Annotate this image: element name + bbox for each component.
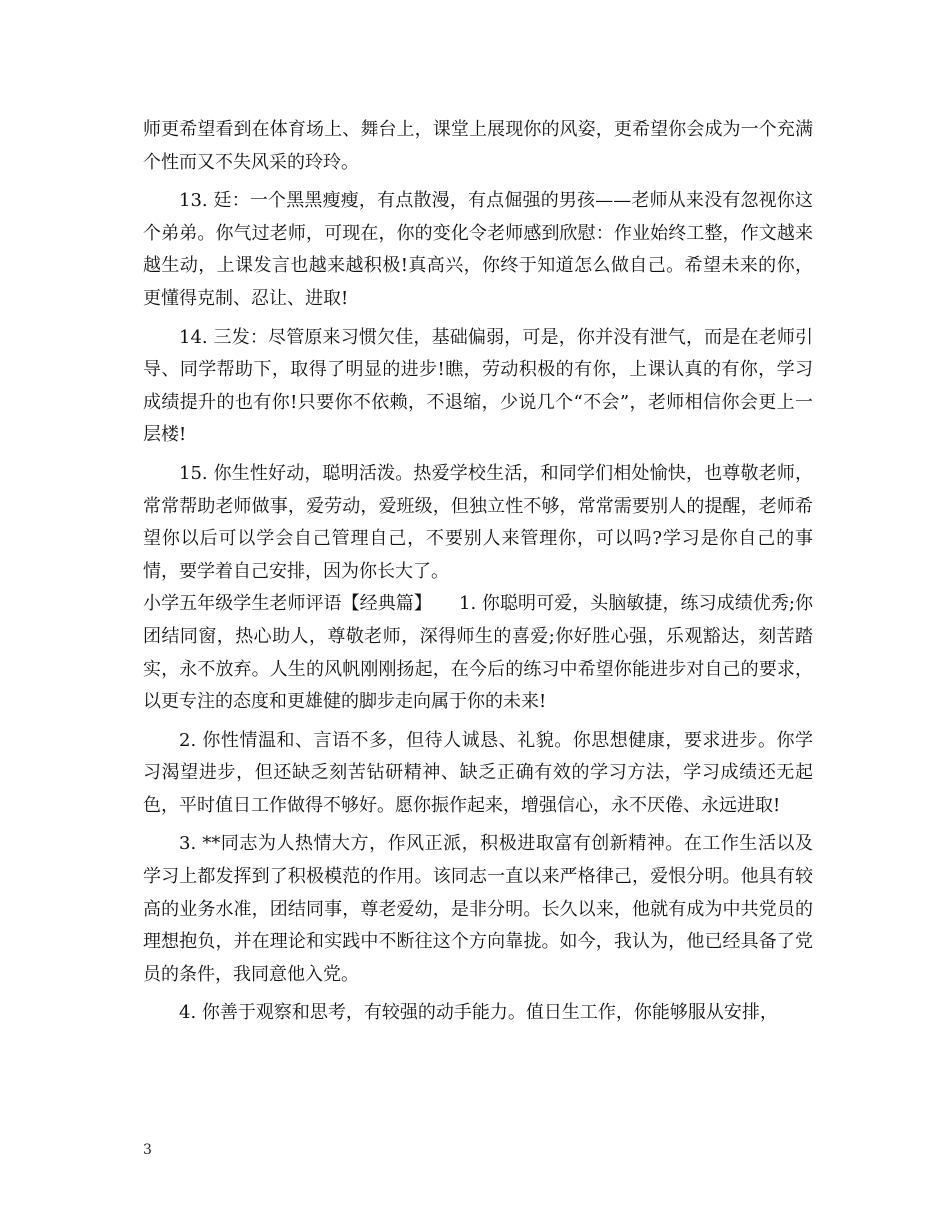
document-body [143, 114, 813, 1030]
paragraph-continued-comment: 师更希望看到在体育场上、舞台上，课堂上展现你的风姿，更希望你会成为一个充满个性而又不失风采的玲玲。 [143, 119, 813, 173]
paragraph-comment-13: 13. 廷：一个黑黑瘦瘦，有点散漫，有点倔强的男孩——老师从来没有忽视你这个弟弟。你气过老师，可现在，你的变化令老师感到欣慰：作业始终工整，作文越来越生动，上课发言也越来越积极!真高兴，你终于知道怎么做自己。希望未来的你，更懂得克制、忍让、进取! [143, 190, 813, 309]
page-number: 3 [143, 1142, 152, 1158]
section-heading-paragraph: 小学五年级学生老师评语【经典篇】 1. 你聪明可爱，头脑敏捷，练习成绩优秀;你团结同窗，热心助人，尊敬老师，深得师生的喜爱;你好胜心强，乐观豁达，刻苦踏实，永不放弃。人生的风帆刚刚扬起，在今后的练习中希望你能进步对自己的要求，以更专注的态度和更雄健的脚步走向属于你的未来! [143, 593, 813, 713]
paragraph-comment-2: 2. 你性情温和、言语不多，但待人诚恳、礼貌。你思想健康，要求进步。你学习渴望进步，但还缺乏刻苦钻研精神、缺乏正确有效的学习方法，学习成绩还无起色，平时值日工作做得不够好。愿你振作起来，增强信心，永不厌倦、永远进取! [143, 729, 813, 816]
paragraph-comment-14: 14. 三发：尽管原来习惯欠佳，基础偏弱，可是，你并没有泄气，而是在老师引导、同学帮助下，取得了明显的进步!瞧，劳动积极的有你，上课认真的有你，学习成绩提升的也有你!只要你不依赖，不退缩，少说几个“不会”，老师相信你会更上一层楼! [143, 326, 813, 446]
paragraph-comment-15: 15. 你生性好动，聪明活泼。热爱学校生活，和同学们相处愉快，也尊敬老师，常常帮助老师做事，爱劳动，爱班级，但独立性不够，常常需要别人的提醒，老师希望你以后可以学会自己管理自己，不要别人来管理你，可以吗?学习是你自己的事情，要学着自己安排，因为你长大了。 [143, 462, 813, 582]
paragraph-comment-4: 4. 你善于观察和思考，有较强的动手能力。值日生工作，你能够服从安排， [179, 1002, 778, 1024]
paragraph-comment-3: 3. **同志为人热情大方，作风正派，积极进取富有创新精神。在工作生活以及学习上都发挥到了积极模范的作用。该同志一直以来严格律己，爱恨分明。他具有较高的业务水准，团结同事，尊老爱幼，是非分明。长久以来，他就有成为中共党员的理想抱负，并在理论和实践中不断往这个方向靠拢。如今，我认为，他已经具备了党员的条件，我同意他入党。 [143, 833, 813, 985]
